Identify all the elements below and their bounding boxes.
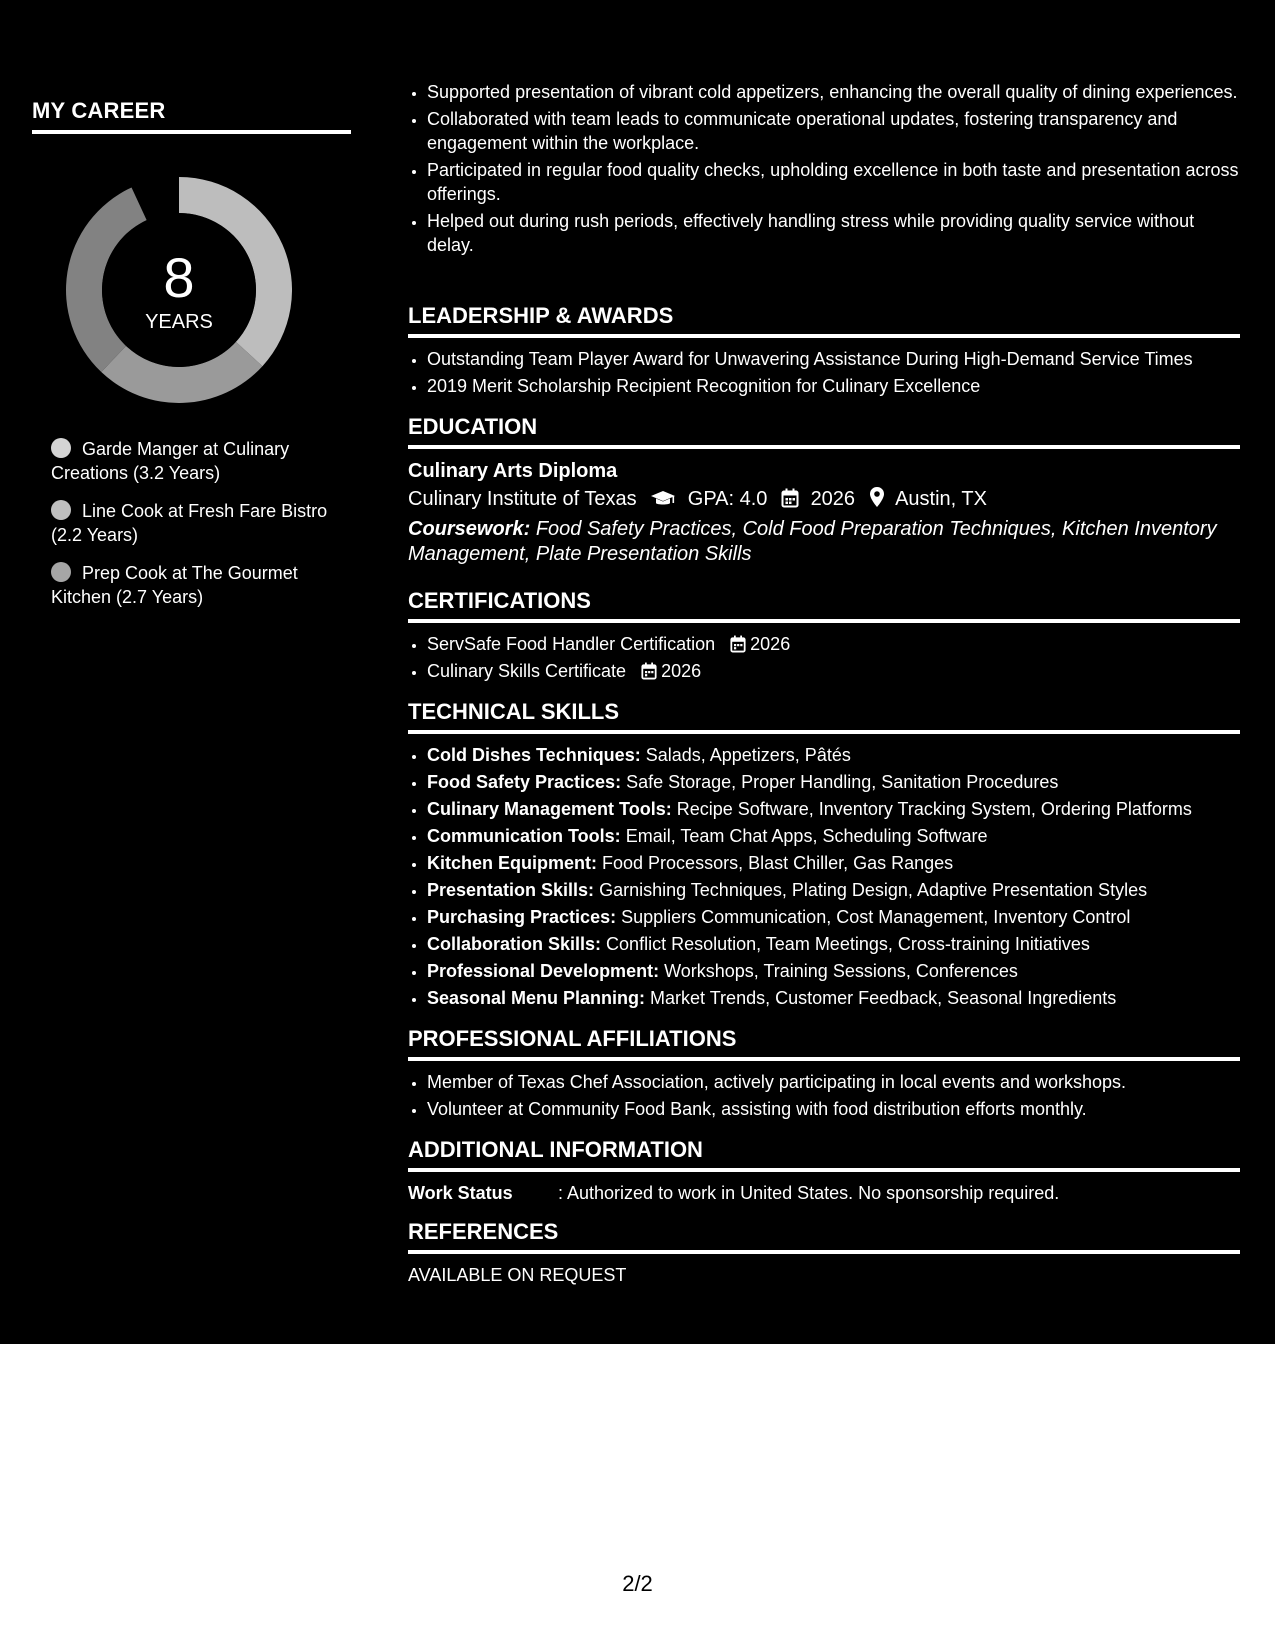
career-heading: MY CAREER xyxy=(32,98,351,134)
skill-value: Recipe Software, Inventory Tracking System, Ordering Platforms xyxy=(676,799,1192,819)
skill-item xyxy=(427,932,1240,956)
additional-info-heading: ADDITIONAL INFORMATION xyxy=(408,1136,1240,1172)
calendar-icon xyxy=(641,662,657,680)
experience-bullet: • Supported presentation of vibrant cold appetizers, enhancing the overall quality of dining experiences. xyxy=(427,80,1240,104)
education-section xyxy=(408,413,1240,567)
leadership-heading: LEADERSHIP & AWARDS xyxy=(408,302,1240,338)
skill-label: Presentation Skills: xyxy=(427,880,595,900)
affiliations-list xyxy=(408,1070,1240,1121)
certifications-heading: CERTIFICATIONS xyxy=(408,587,1240,623)
skill-label: Purchasing Practices: xyxy=(427,907,617,927)
career-list xyxy=(51,437,341,623)
graduation-cap-icon xyxy=(650,490,676,508)
certification-name: Culinary Skills Certificate xyxy=(427,661,627,681)
gpa-value: GPA: 4.0 xyxy=(687,488,768,510)
skill-label: Seasonal Menu Planning: xyxy=(427,988,646,1008)
career-item-text: Garde Manger at Culinary Creations (3.2 Years) xyxy=(51,439,290,483)
coursework-text: Food Safety Practices, Cold Food Preparation Techniques, Kitchen Inventory Management, Plate Presentation Skills xyxy=(408,518,1217,565)
skill-value: Food Processors, Blast Chiller, Gas Ranges xyxy=(602,853,954,873)
skill-value: Salads, Appetizers, Pâtés xyxy=(645,745,851,765)
certification-name: ServSafe Food Handler Certification xyxy=(427,634,716,654)
leadership-section xyxy=(408,302,1240,401)
leadership-list xyxy=(408,347,1240,398)
career-item-text: Prep Cook at The Gourmet Kitchen (2.7 Years) xyxy=(51,563,298,607)
experience-bullet: • Participated in regular food quality checks, upholding excellence in both taste and presentation across offerings. xyxy=(427,158,1240,206)
career-item xyxy=(51,437,341,485)
school-name: Culinary Institute of Texas xyxy=(408,488,637,510)
skill-label: Culinary Management Tools: xyxy=(427,799,672,819)
career-item-text: Line Cook at Fresh Fare Bistro (2.2 Years) xyxy=(51,501,328,545)
map-pin-icon xyxy=(869,486,885,508)
skill-item xyxy=(427,878,1240,902)
skills-heading: TECHNICAL SKILLS xyxy=(408,698,1240,734)
certification-year: 2026 xyxy=(750,634,791,654)
donut-years-unit: YEARS xyxy=(145,311,213,333)
skill-value: Conflict Resolution, Team Meetings, Cross-training Initiatives xyxy=(606,934,1090,954)
work-status-value: : Authorized to work in United States. No sponsorship required. xyxy=(558,1183,1060,1203)
skill-value: Email, Team Chat Apps, Scheduling Software xyxy=(625,826,988,846)
skill-value: Safe Storage, Proper Handling, Sanitation Procedures xyxy=(626,772,1059,792)
skill-item xyxy=(427,770,1240,794)
calendar-icon xyxy=(781,488,799,508)
references-heading: REFERENCES xyxy=(408,1218,1240,1254)
skill-item xyxy=(427,797,1240,821)
skill-label: Food Safety Practices: xyxy=(427,772,622,792)
leadership-item: • 2019 Merit Scholarship Recipient Recognition for Culinary Excellence xyxy=(427,374,1240,398)
experience-bullet: • Collaborated with team leads to communicate operational updates, fostering transparency and engagement within the workplace. xyxy=(427,107,1240,155)
certification-item xyxy=(427,659,1240,683)
skill-value: Suppliers Communication, Cost Management, Inventory Control xyxy=(621,907,1131,927)
coursework-label: Coursework: xyxy=(408,518,531,540)
certification-year: 2026 xyxy=(661,661,702,681)
legend-dot-icon xyxy=(51,438,71,458)
coursework xyxy=(408,517,1240,567)
education-details xyxy=(408,484,1240,514)
donut-years-number: 8 xyxy=(163,246,195,309)
references-section xyxy=(408,1218,1240,1287)
leadership-item: • Outstanding Team Player Award for Unwavering Assistance During High-Demand Service Times xyxy=(427,347,1240,371)
skill-value: Garnishing Techniques, Plating Design, Adaptive Presentation Styles xyxy=(599,880,1148,900)
skill-label: Professional Development: xyxy=(427,961,660,981)
skill-value: Workshops, Training Sessions, Conferences xyxy=(664,961,1018,981)
experience-bullet-list xyxy=(408,80,1240,257)
education-heading: EDUCATION xyxy=(408,413,1240,449)
skills-list xyxy=(408,743,1240,1010)
school-location: Austin, TX xyxy=(895,488,987,510)
skill-item xyxy=(427,959,1240,983)
skill-item xyxy=(427,986,1240,1010)
experience-continued xyxy=(408,80,1240,260)
experience-bullet: • Helped out during rush periods, effectively handling stress while providing quality service without delay. xyxy=(427,209,1240,257)
skill-item xyxy=(427,905,1240,929)
work-status-label: Work Status xyxy=(408,1183,513,1203)
affiliation-item: • Member of Texas Chef Association, actively participating in local events and workshops. xyxy=(427,1070,1240,1094)
skill-value: Market Trends, Customer Feedback, Seasonal Ingredients xyxy=(650,988,1117,1008)
affiliation-item: • Volunteer at Community Food Bank, assisting with food distribution efforts monthly. xyxy=(427,1097,1240,1121)
skill-label: Cold Dishes Techniques: xyxy=(427,745,641,765)
skill-label: Communication Tools: xyxy=(427,826,621,846)
affiliations-section xyxy=(408,1025,1240,1124)
additional-info-section xyxy=(408,1136,1240,1205)
calendar-icon xyxy=(730,635,746,653)
references-text: AVAILABLE ON REQUEST xyxy=(408,1265,627,1285)
page-number: 2/2 xyxy=(622,1571,653,1596)
degree-title: Culinary Arts Diploma xyxy=(408,460,618,482)
certifications-section xyxy=(408,587,1240,686)
legend-dot-icon xyxy=(51,562,71,582)
certifications-list xyxy=(408,632,1240,683)
certification-item xyxy=(427,632,1240,656)
career-item xyxy=(51,499,341,547)
affiliations-heading: PROFESSIONAL AFFILIATIONS xyxy=(408,1025,1240,1061)
sidebar xyxy=(0,0,375,1344)
skill-label: Kitchen Equipment: xyxy=(427,853,597,873)
work-status-row xyxy=(408,1181,1240,1205)
skills-section xyxy=(408,698,1240,1013)
legend-dot-icon xyxy=(51,500,71,520)
skill-label: Collaboration Skills: xyxy=(427,934,602,954)
skill-item xyxy=(427,743,1240,767)
skill-item xyxy=(427,824,1240,848)
skill-item xyxy=(427,851,1240,875)
graduation-year: 2026 xyxy=(810,488,856,510)
main-column xyxy=(381,0,1275,1344)
career-item xyxy=(51,561,341,609)
